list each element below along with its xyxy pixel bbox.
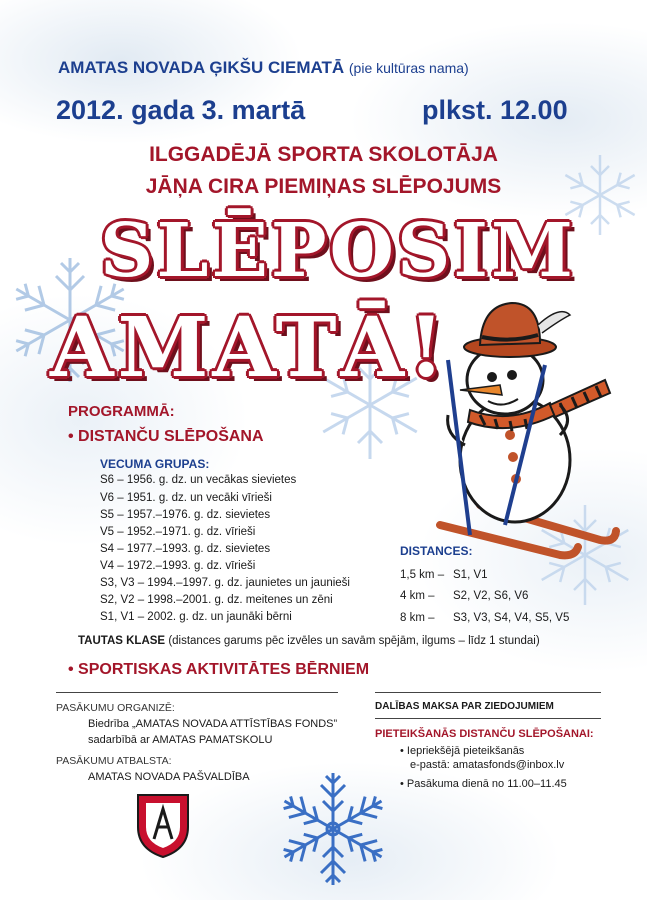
distance-km: 8 km – xyxy=(400,612,435,624)
title-line1: SLĒPOSIM xyxy=(100,208,576,294)
organizer-line1: Biedrība „AMATAS NOVADA ATTĪSTĪBAS FONDS” xyxy=(88,718,338,730)
distance-row xyxy=(400,569,488,581)
distance-km: 1,5 km – xyxy=(400,569,445,581)
age-group-row: S3, V3 – 1994.–1997. g. dz. jaunietes un jaunieši xyxy=(100,577,350,589)
divider xyxy=(375,718,601,719)
registration-item: • Iepriekšējā pieteikšanās xyxy=(400,745,525,757)
divider xyxy=(375,692,601,693)
registration-heading: PIETEIKŠANĀS DISTANČU SLĒPOŠANAI: xyxy=(375,728,594,740)
age-group-row: S2, V2 – 1998.–2001. g. dz. meitenes un zēni xyxy=(100,594,333,606)
distance-groups: S3, V3, S4, V4, S5, V5 xyxy=(453,612,570,624)
age-group-row: S4 – 1977.–1993. g. dz. sievietes xyxy=(100,543,271,555)
event-time: plkst. 12.00 xyxy=(422,95,568,125)
age-group-row: V5 – 1952.–1971. g. dz. vīrieši xyxy=(100,526,256,538)
tautas-note: (distances garums pēc izvēles un savām spējām, ilgums – līdz 1 stundai) xyxy=(168,635,540,647)
support-line: AMATAS NOVADA PAŠVALDĪBA xyxy=(88,771,250,783)
distance-groups: S1, V1 xyxy=(453,569,488,581)
location: AMATAS NOVADA ĢIKŠU CIEMATĀ xyxy=(58,58,345,77)
event-date: 2012. gada 3. martā xyxy=(56,95,306,125)
tautas-class xyxy=(78,635,540,647)
age-group-row: V4 – 1972.–1993. g. dz. vīrieši xyxy=(100,560,256,572)
participation-fee: DALĪBAS MAKSA PAR ZIEDOJUMIEM xyxy=(375,701,554,712)
snowman-illustration xyxy=(410,285,630,575)
age-group-row: S5 – 1957.–1976. g. dz. sievietes xyxy=(100,509,271,521)
organizer-heading: PASĀKUMU ORGANIZĒ: xyxy=(56,702,175,714)
age-groups-heading: VECUMA GRUPAS: xyxy=(100,457,210,471)
organizer-line2: sadarbībā ar AMATAS PAMATSKOLU xyxy=(88,734,273,746)
program-item-kids-activities: • SPORTISKAS AKTIVITĀTES BĒRNIEM xyxy=(68,661,370,678)
location-note: (pie kultūras nama) xyxy=(348,60,469,76)
support-heading: PASĀKUMU ATBALSTA: xyxy=(56,755,172,767)
location-line xyxy=(58,58,469,78)
distance-row xyxy=(400,590,529,602)
program-item-distance-skiing: • DISTANČU SLĒPOŠANA xyxy=(68,428,264,445)
distance-km: 4 km – xyxy=(400,590,435,602)
registration-email: e-pastā: amatasfonds@inbox.lv xyxy=(410,759,565,771)
registration-item: • Pasākuma dienā no 11.00–11.45 xyxy=(400,778,567,790)
distance-groups: S2, V2, S6, V6 xyxy=(453,590,529,602)
distance-row xyxy=(400,612,570,624)
coat-of-arms-icon xyxy=(136,793,190,859)
distances-heading: DISTANCES: xyxy=(400,544,473,558)
program-heading: PROGRAMMĀ: xyxy=(68,403,175,420)
title-line2: AMATĀ! xyxy=(50,300,449,396)
subtitle-line2: JĀŅA CIRA PIEMIŅAS SLĒPOJUMS xyxy=(145,175,502,198)
age-group-row: V6 – 1951. g. dz. un vecāki vīrieši xyxy=(100,492,272,504)
subtitle-line1: ILGGADĒJĀ SPORTA SKOLOTĀJA xyxy=(149,143,498,166)
age-group-row: S1, V1 – 2002. g. dz. un jaunāki bērni xyxy=(100,611,292,623)
age-group-row: S6 – 1956. g. dz. un vecākas sievietes xyxy=(100,474,297,486)
divider xyxy=(56,692,338,693)
snowflake-icon xyxy=(272,768,394,890)
tautas-label: TAUTAS KLASE xyxy=(78,635,166,647)
